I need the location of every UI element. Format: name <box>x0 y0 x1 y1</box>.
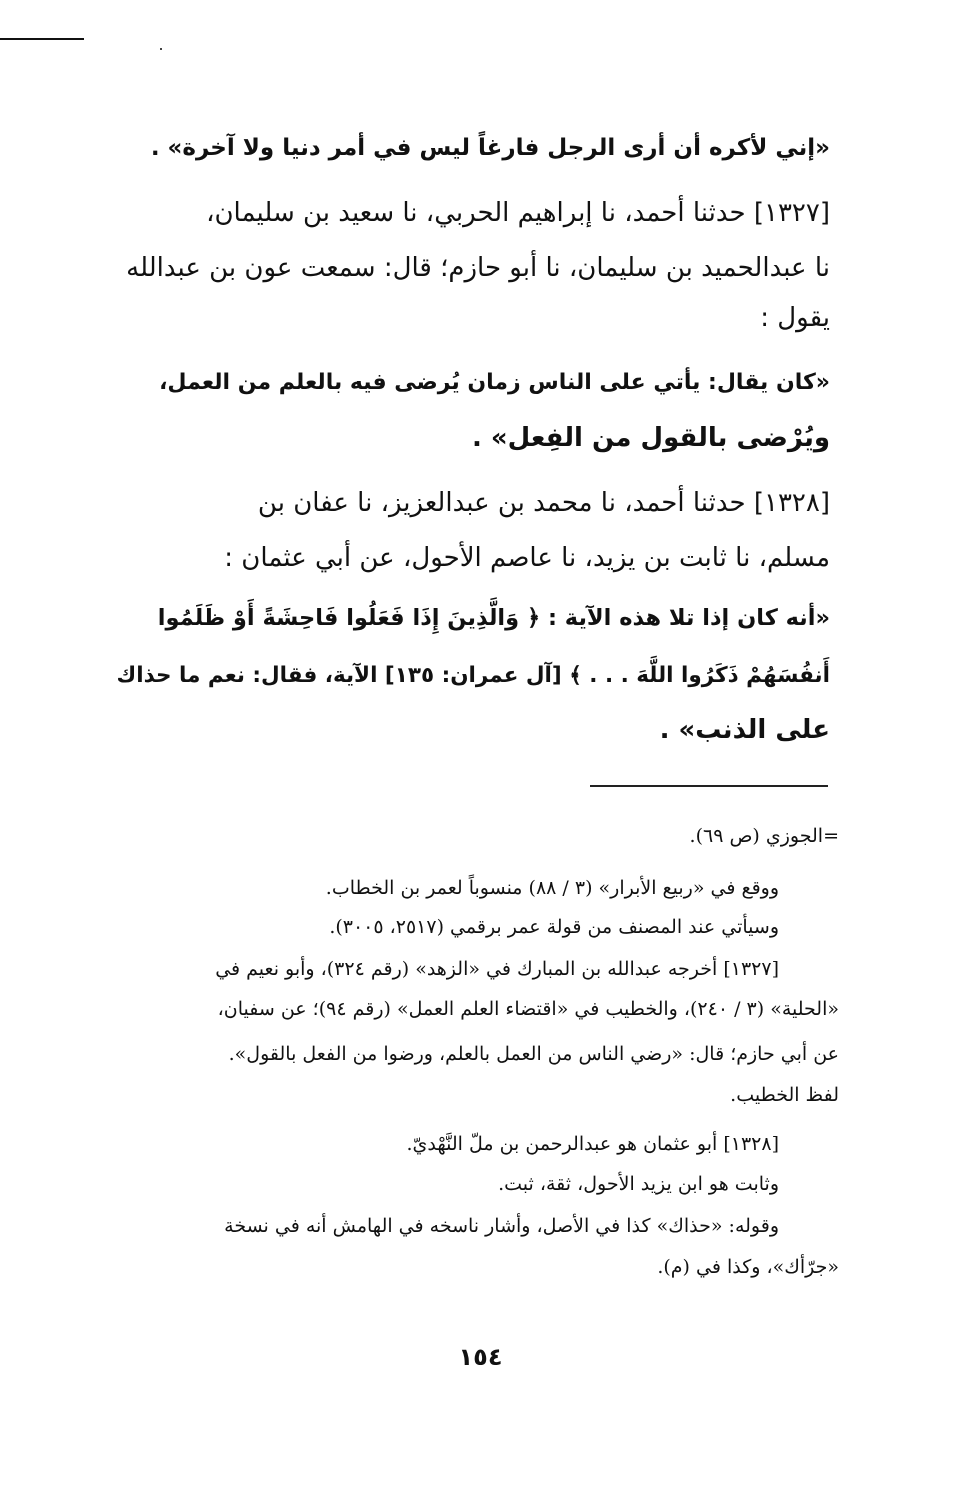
footnote-divider <box>590 785 828 787</box>
footnote-line-6: عن أبي حازم؛ قال: «رضي الناس من العمل بالعلم، ورضوا من الفعل بالقول». <box>228 1043 839 1065</box>
quote-1328-line-3: على الذنب» . <box>659 715 830 745</box>
quote-1327-line-1: «كان يقال: يأتي على الناس زمان يُرضى فيه بالعلم من العمل، <box>159 370 830 395</box>
quote-1328-line-1: «أنه كان إذا تلا هذه الآية : ﴿ وَالَّذِينَ إِذَا فَعَلُوا فَاحِشَةً أَوْ ظَلَمُوا <box>157 605 830 631</box>
page-number: ١٥٤ <box>458 1343 503 1371</box>
footnote-line-8: [١٣٢٨] أبو عثمان هو عبدالرحمن بن ملّ النَّهْديّ. <box>406 1133 779 1155</box>
narration-1327-line-3: يقول : <box>760 303 830 333</box>
footnote-line-5: «الحلية» (٣ / ٢٤٠)، والخطيب في «اقتضاء العلم العمل» (رقم ٩٤)؛ عن سفيان، <box>217 998 839 1020</box>
footnote-line-10: وقوله: «حذاك» كذا في الأصل، وأشار ناسخه في الهامش أنه في نسخة <box>224 1215 779 1237</box>
footnote-line-3: وسيأتي عند المصنف من قولة عمر برقمي (٢٥١٧، ٣٠٠٥). <box>329 916 779 938</box>
quote-1327-line-2: ويُرْضى بالقول من الفِعل» . <box>471 423 830 453</box>
footnote-line-11: «جرّأك»، وكذا في (م). <box>657 1256 839 1278</box>
narration-1327-line-2: نا عبدالحميد بن سليمان، نا أبو حازم؛ قال: سمعت عون بن عبدالله <box>126 253 830 283</box>
footnote-line-1: =الجوزي (ص ٦٩). <box>689 825 839 847</box>
footnote-line-7: لفظ الخطيب. <box>730 1084 839 1106</box>
footnote-line-9: وثابت هو ابن يزيد الأحول، ثقة، ثبت. <box>498 1173 779 1195</box>
narration-1328-line-1: [١٣٢٨] حدثنا أحمد، نا محمد بن عبدالعزيز، نا عفان بن <box>257 488 830 518</box>
main-text-block <box>110 0 830 780</box>
quote-1328-line-2: أَنفُسَهُمْ ذَكَرُوا اللَّهَ . . . ﴾ [آل عمران: ١٣٥] الآية، فقال: نعم ما حذاك <box>116 663 830 688</box>
narration-1327-line-1: [١٣٢٧] حدثنا أحمد، نا إبراهيم الحربي، نا سعيد بن سليمان، <box>206 198 830 228</box>
narration-1328-line-2: مسلم، نا ثابت بن يزيد، نا عاصم الأحول، عن أبي عثمان : <box>224 543 830 573</box>
footnote-line-2: ووقع في «ربيع الأبرار» (٣ / ٨٨) منسوباً لعمر بن الخطاب. <box>325 877 779 899</box>
footnote-line-4: [١٣٢٧] أخرجه عبدالله بن المبارك في «الزهد» (رقم ٣٢٤)، وأبو نعيم في <box>215 958 779 980</box>
quote-line-1: «إني لأكره أن أرى الرجل فارغاً ليس في أمر دنيا ولا آخرة» . <box>150 135 830 161</box>
scan-edge-line <box>0 38 84 40</box>
